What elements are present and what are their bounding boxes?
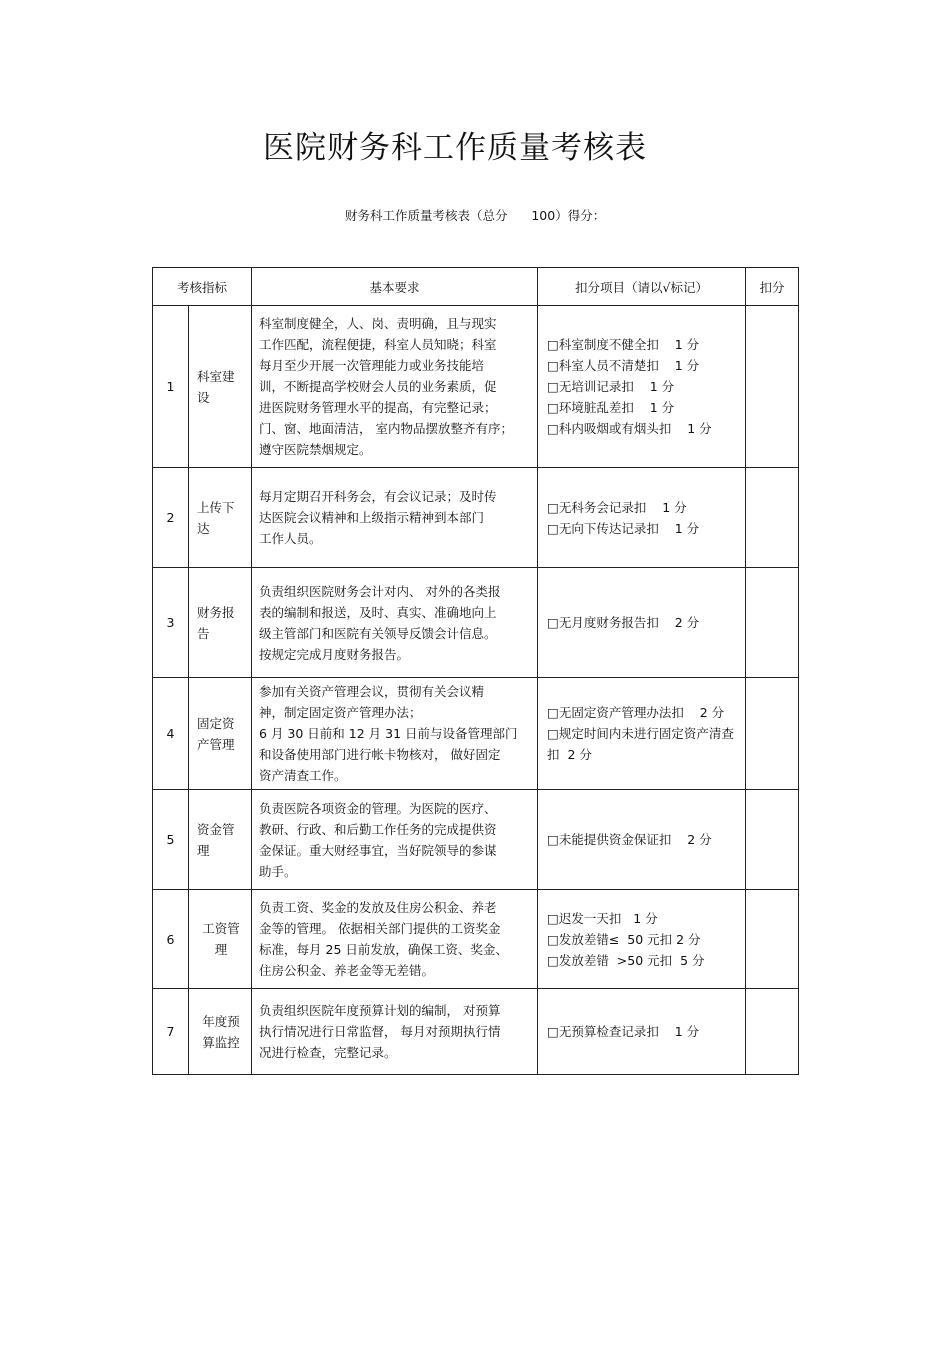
row-score-cell[interactable] (746, 568, 799, 678)
row-number: 3 (153, 568, 189, 678)
header-score: 扣分 (746, 268, 799, 306)
deduction-item[interactable]: □无培训记录扣 1 分 (547, 379, 675, 394)
table-row (153, 306, 799, 468)
row-requirement: 负责医院各项资金的管理。为医院的医疗、 教研、行政、和后勤工作任务的完成提供资 金保证。重大财经事宜，当好院领导的参谋 助手。 (252, 790, 538, 890)
row-deductions (538, 678, 746, 790)
deduction-item[interactable]: □无月度财务报告扣 2 分 (547, 615, 700, 630)
deduction-item[interactable]: □未能提供资金保证扣 2 分 (547, 832, 712, 847)
row-number: 2 (153, 468, 189, 568)
row-number: 6 (153, 890, 189, 989)
deduction-item[interactable]: □规定时间内未进行固定资产清查扣 2 分 (547, 726, 734, 762)
row-indicator: 上传下达 (189, 468, 252, 568)
assessment-table (152, 267, 799, 1075)
table-row (153, 989, 799, 1075)
deduction-item[interactable]: □科室制度不健全扣 1 分 (547, 337, 700, 352)
row-indicator: 财务报告 (189, 568, 252, 678)
row-deductions (538, 790, 746, 890)
page-title: 医院财务科工作质量考核表 (263, 130, 647, 166)
header-indicator: 考核指标 (153, 268, 252, 306)
deduction-item[interactable]: □环境脏乱差扣 1 分 (547, 400, 675, 415)
table-row (153, 890, 799, 989)
header-deduction: 扣分项目（请以√标记） (538, 268, 746, 306)
header-requirement: 基本要求 (252, 268, 538, 306)
row-indicator: 科室建设 (189, 306, 252, 468)
row-requirement: 每月定期召开科务会，有会议记录；及时传 达医院会议精神和上级指示精神到本部门 工作人员。 (252, 468, 538, 568)
row-requirement: 负责组织医院年度预算计划的编制， 对预算 执行情况进行日常监督， 每月对预期执行情 况进行检查，完整记录。 (252, 989, 538, 1075)
row-number: 7 (153, 989, 189, 1075)
row-number: 4 (153, 678, 189, 790)
row-score-cell[interactable] (746, 306, 799, 468)
row-indicator: 工资管理 (189, 890, 252, 989)
row-score-cell[interactable] (746, 989, 799, 1075)
row-number: 5 (153, 790, 189, 890)
deduction-item[interactable]: □科室人员不清楚扣 1 分 (547, 358, 700, 373)
table-header-row (153, 268, 799, 306)
row-indicator: 年度预算监控 (189, 989, 252, 1075)
table-row (153, 790, 799, 890)
deduction-item[interactable]: □发放差错≤ 50 元扣 2 分 (547, 931, 701, 947)
deduction-item[interactable]: □无科务会记录扣 1 分 (547, 499, 687, 515)
table-row (153, 468, 799, 568)
row-requirement: 负责组织医院财务会计对内、 对外的各类报 表的编制和报送，及时、真实、准确地向上 级主管部门和医院有关领导反馈会计信息。 按规定完成月度财务报告。 (252, 568, 538, 678)
page-subtitle: 财务科工作质量考核表（总分 100）得分： (345, 208, 606, 223)
row-indicator: 固定资产管理 (189, 678, 252, 790)
deduction-item[interactable]: □无预算检查记录扣 1 分 (547, 1024, 700, 1039)
table-row (153, 678, 799, 790)
deduction-item[interactable]: □发放差错 >50 元扣 5 分 (547, 952, 705, 968)
row-requirement: 科室制度健全，人、岗、责明确，且与现实 工作匹配，流程便捷，科室人员知晓；科室 每月至少开展一次管理能力或业务技能培 训，不断提高学校财会人员的业务素质，促 进医院财务管理水平的提高，有完整记录； 门、窗、地面清洁， 室内物品摆放整齐有序； 遵守医院禁烟规定。 (252, 306, 538, 468)
row-deductions (538, 568, 746, 678)
row-deductions (538, 468, 746, 568)
row-deductions (538, 989, 746, 1075)
row-requirement: 参加有关资产管理会议，贯彻有关会议精 神，制定固定资产管理办法； 6 月 30 日前和 12 月 31 日前与设备管理部门 和设备使用部门进行帐卡物核对， 做好固定 资产清查工作。 (252, 678, 538, 790)
row-score-cell[interactable] (746, 790, 799, 890)
deduction-item[interactable]: □无向下传达记录扣 1 分 (547, 520, 700, 536)
row-indicator: 资金管理 (189, 790, 252, 890)
row-requirement: 负责工资、奖金的发放及住房公积金、养老 金等的管理。 依据相关部门提供的工资奖金 标准，每月 25 日前发放，确保工资、奖金、 住房公积金、养老金等无差错。 (252, 890, 538, 989)
row-score-cell[interactable] (746, 890, 799, 989)
row-deductions (538, 890, 746, 989)
row-score-cell[interactable] (746, 678, 799, 790)
table-row (153, 568, 799, 678)
deduction-item[interactable]: □迟发一天扣 1 分 (547, 910, 658, 926)
row-number: 1 (153, 306, 189, 468)
deduction-item[interactable]: □无固定资产管理办法扣 2 分 (547, 705, 725, 720)
deduction-item[interactable]: □科内吸烟或有烟头扣 1 分 (547, 421, 712, 436)
row-deductions (538, 306, 746, 468)
row-score-cell[interactable] (746, 468, 799, 568)
